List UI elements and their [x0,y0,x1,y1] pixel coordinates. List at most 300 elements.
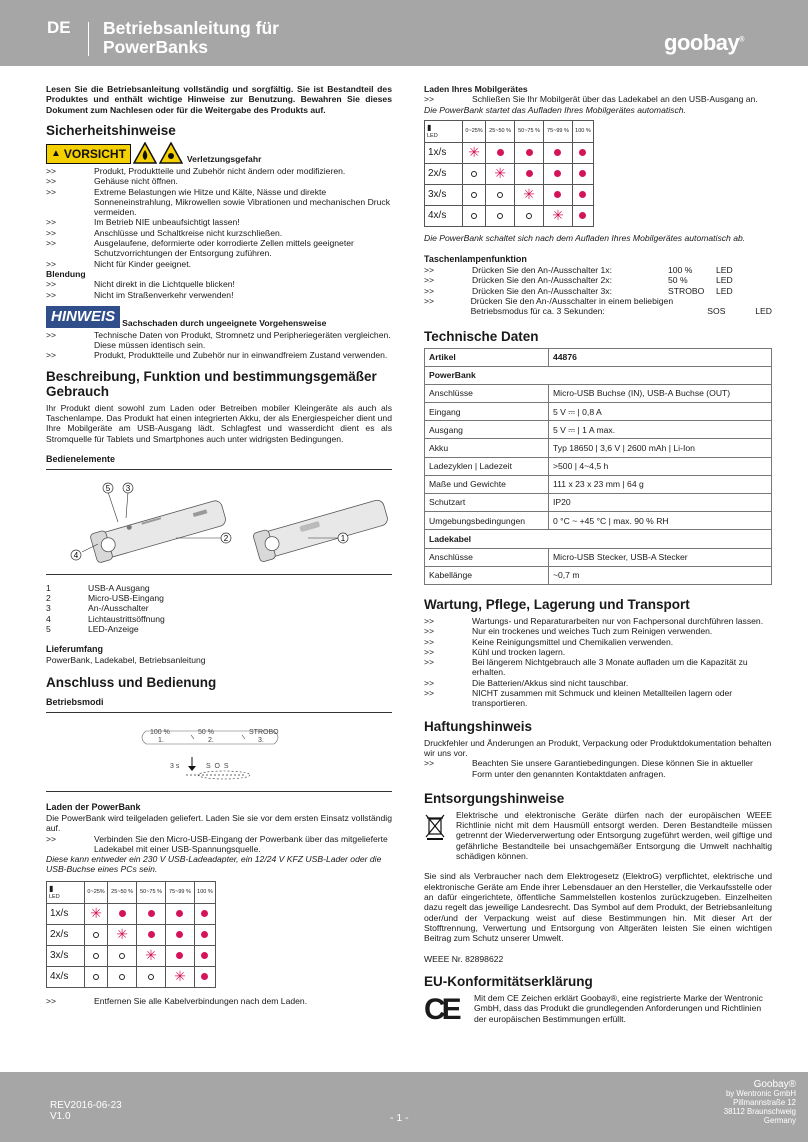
led-cell [463,142,486,163]
eu-block [424,993,772,1027]
charge-heading: Laden der PowerBank [46,802,141,813]
part-label: An-/Ausschalter [88,603,149,614]
bullet: >> [46,165,57,176]
mobile-note: Die PowerBank startet das Aufladen Ihres Mobilgerätes automatisch. [424,104,686,115]
led-on-icon [201,952,208,959]
maintenance-heading: Wartung, Pflege, Lagerung und Transport [424,596,690,612]
callout-4 [71,550,81,560]
table-row [425,457,772,475]
list-text: Ausgelaufene, deformierte oder korrodierte Zellen mittels geeigneter Schutzvorrichtungen der Entsorgung zuführen. [94,238,354,259]
bullet: >> [424,275,435,286]
table-row [425,548,772,566]
list-item [424,275,772,285]
led-column-header: 50~75 % [137,881,166,903]
led-cell [515,184,544,205]
list-item [46,834,392,855]
led-cell [544,142,573,163]
part-label: USB-A Ausgang [88,582,150,593]
led-on-icon [579,212,586,219]
led-on-icon [201,910,208,917]
led-blinking-icon: ✳ [552,206,564,223]
list-item [46,290,392,300]
list-text: Nur ein trockenes und weiches Tuch zum Reinigen verwenden. [472,626,713,637]
bullet: >> [424,295,435,306]
bullet: >> [46,238,57,249]
sos-letters: S O S [206,763,229,771]
list-text: Schließen Sie Ihr Mobilgerät über das Ladekabel an den USB-Ausgang an. [472,94,758,105]
bullet: >> [424,657,435,668]
table-row [425,205,594,226]
part-label: Lichtaustrittsöffnung [88,613,165,624]
led-cell [515,142,544,163]
led-column-header: 75~99 % [544,120,573,142]
bullet: >> [46,833,57,844]
led-on-icon [579,191,586,198]
company-address [724,1080,796,1125]
led-cell [137,903,166,924]
blink-rate-label: 3x/s [425,184,463,205]
led-on-icon [119,910,126,917]
address-line: by Wentronic GmbH [725,1089,796,1098]
warning-triangle-icon: ▲ [51,147,61,159]
bullet: >> [46,227,57,238]
spec-value: >500 | 4~4,5 h [549,457,772,475]
mode-1-value: 100 % [150,729,170,737]
battery-icon: ▮ [427,123,432,133]
page-number: - 1 - [390,1112,409,1124]
list-item [46,238,392,259]
list-text: Entfernen Sie alle Kabelverbindungen nach dem Laden. [94,995,308,1006]
list-item [424,657,772,678]
table-row [47,966,216,987]
led-on-icon [554,149,561,156]
led-cell [166,945,195,966]
vorsicht-label: VORSICHT [63,146,126,161]
list-text: Beachten Sie unsere Garantiebedingungen. Diese können Sie in aktueller Form unter den genannten Kontaktdaten anfragen. [472,758,753,779]
led-off-icon [497,192,503,198]
led-blinking-icon: ✳ [145,946,157,963]
callout-5 [103,483,113,493]
torch-action: Drücken Sie den An-/Ausschalter 1x: [472,265,612,276]
led-cell [85,945,108,966]
description-heading: Beschreibung, Funktion und bestimmungsgemäßer Gebrauch [46,368,377,399]
safety-list [46,166,392,269]
eu-text: Mit dem CE Zeichen erklärt Goobay®, eine registrierte Marke der Wentronic GmbH, dass das Produkt die grundlegenden Anforderungen und Richtlinien der europäischen Bestimmungen erfüllt. [474,992,763,1024]
blink-rate-label: 1x/s [47,903,85,924]
callout-3 [123,483,133,493]
list-text: Verbinden Sie den Micro-USB-Eingang der Powerbank über das mitgelieferte Ladekabel mit einer USB-Spannungsquelle. [94,833,388,854]
modes-diagram [46,712,392,792]
led-cell [572,184,593,205]
spec-key: Umgebungsbedingungen [425,512,549,530]
led-off-icon [471,171,477,177]
table-row [425,348,772,366]
revision-info [50,1100,122,1122]
led-label: LED [49,893,60,900]
header-divider [88,22,89,56]
spec-key: Ausgang [425,421,549,439]
led-on-icon [579,170,586,177]
list-item [424,265,772,275]
list-text: Im Betrieb NIE unbeaufsichtigt lassen! [94,217,240,228]
led-on-icon [497,149,504,156]
bullet: >> [424,94,435,105]
led-cell [85,966,108,987]
led-on-icon [176,931,183,938]
after-note: Die PowerBank schaltet sich nach dem Aufladen Ihres Mobilgerätes automatisch ab. [424,232,746,243]
led-cell [166,924,195,945]
list-item [46,166,392,176]
led-table-charge [46,881,216,988]
spec-key: Maße und Gewichte [425,475,549,493]
table-row [47,903,216,924]
blink-rate-label: 1x/s [425,142,463,163]
torch-mode: SOS [707,306,726,317]
led-cell [194,903,215,924]
bullet: >> [424,688,435,699]
bullet: >> [424,626,435,637]
charge-text: Die PowerBank wird teilgeladen geliefert. Laden Sie sie vor dem ersten Einsatz vollständig auf. [46,812,392,834]
part-number: 5 [46,623,51,634]
table-row [425,566,772,584]
led-cell [572,205,593,226]
intro-text: Lesen Sie die Betriebsanleitung vollständig und sorgfältig. Sie ist Bestandteil des Produktes und enthält wichtige Hinweise zur Benutzung. Bewahren Sie dieses Dokument zum Nachlesen oder für die Weitergabe des Produkts auf. [46,84,392,115]
list-item [46,996,392,1006]
bullet: >> [424,677,435,688]
part-number: 2 [46,593,51,604]
torch-led: LED [716,275,733,286]
bullet: >> [46,350,57,361]
fire-warning-icon [133,142,157,164]
spec-value: 0 °C ~ +45 °C | max. 90 % RH [549,512,772,530]
led-table-discharge [424,120,594,227]
led-column-header: 25~50 % [486,120,515,142]
bullet: >> [424,646,435,657]
list-item [424,647,772,657]
mode-2-num: 2. [208,737,214,745]
table-row [47,924,216,945]
led-on-icon [176,910,183,917]
bullet: >> [424,285,435,296]
weee-number: WEEE Nr. 82898622 [424,953,504,964]
bullet: >> [46,258,57,269]
disposal-heading: Entsorgungshinweise [424,790,565,806]
led-on-icon [526,149,533,156]
led-on-icon [201,931,208,938]
blink-rate-label: 2x/s [425,163,463,184]
delivery-heading: Lieferumfang [46,644,104,655]
led-off-icon [93,953,99,959]
hinweis-badge: HINWEIS [46,306,120,328]
list-item [424,286,772,296]
led-blinking-icon: ✳ [174,967,186,984]
torch-action: Drücken Sie den An-/Ausschalter in einem beliebigen Betriebsmodus für ca. 3 Sekunden: [470,295,674,317]
bullet: >> [46,289,57,300]
version: V1.0 [50,1111,71,1122]
led-column-header: 100 % [572,120,593,142]
led-off-icon [93,932,99,938]
led-cell [572,163,593,184]
svg-text:3: 3 [125,483,131,493]
ce-mark-icon: CE [424,992,458,1026]
list-text: Nicht für Kinder geeignet. [94,258,191,269]
spec-key: Kabellänge [425,566,549,584]
table-row [425,475,772,493]
led-cell [166,966,195,987]
svg-text:4: 4 [73,550,79,560]
list-item [424,758,772,779]
list-text: Extreme Belastungen wie Hitze und Kälte, Nässe und direkte Sonneneinstrahlung, Mikrowellen sowie Vibrationen und mechanischen Druck vermeiden. [94,186,391,218]
torch-action: Drücken Sie den An-/Ausschalter 3x: [472,285,612,296]
table-row [425,512,772,530]
list-item [46,603,392,613]
tech-table [424,348,772,585]
disposal-text-1: Elektrische und elektronische Geräte dürfen nach der europäischen WEEE Richtlinie nicht mit dem Hausmüll entsorgt werden. Deren Bestandteile müssen getrennt der Wiederverwertung oder Entsorgung zugeführt werden, weil giftige und gefährliche Bestandteile bei unsachgemäßer Entsorgung die Umwelt nachhaltig schädigen können. [456,809,772,862]
led-cell [463,205,486,226]
list-item [46,217,392,227]
bullet: >> [46,279,57,290]
spec-key: Akku [425,439,549,457]
bullet: >> [424,636,435,647]
spec-value: ~0,7 m [549,566,772,584]
bullet: >> [46,176,57,187]
list-item [424,626,772,636]
page-header [0,0,808,66]
led-off-icon [119,953,125,959]
list-item [46,259,392,269]
led-cell [463,163,486,184]
battery-icon: ▮ [49,884,54,894]
led-cell [108,924,137,945]
led-on-icon [201,973,208,980]
mobile-heading: Laden Ihres Mobilgerätes [424,84,528,94]
operation-heading: Anschluss und Bedienung [46,675,217,691]
list-item [46,624,392,634]
logo-registered-mark: ® [739,36,744,44]
spec-value: IP20 [549,494,772,512]
led-column-header: 50~75 % [515,120,544,142]
led-off-icon [148,974,154,980]
led-on-icon [526,170,533,177]
description-text: Ihr Produkt dient sowohl zum Laden oder Betreiben mobiler Kleingeräte als auch als Taschenlampe. Das Produkt hat einen integrierten Akku, der als Energiespeicher dient und Ihre Mobilgeräte am USB-Ausgang lädt. Schlagfest und wasserdicht dient es als Stromquelle für Tablets und Smartphones auch unter widrigsten Bedingungen. [46,402,392,444]
led-blinking-icon: ✳ [468,143,480,160]
page-footer [0,1072,808,1142]
list-text: Technische Daten von Produkt, Stromnetz und Peripheriegeräten vergleichen. Diese müssen identisch sein. [94,329,391,351]
list-text: Wartungs- und Reparaturarbeiten nur von Fachpersonal durchführen lassen. [472,615,764,626]
bullet: >> [424,615,435,626]
list-text: Nicht im Straßenverkehr verwenden! [94,289,234,300]
led-off-icon [497,213,503,219]
blendung-heading: Blendung [46,268,86,279]
spec-value: Micro-USB Buchse (IN), USB-A Buchse (OUT) [549,384,772,402]
led-cell [194,945,215,966]
table-row [425,439,772,457]
parts-list [46,583,392,634]
weee-bin-icon [424,812,446,840]
svg-text:5: 5 [105,483,111,493]
modes-heading: Betriebsmodi [46,697,104,708]
led-cell [544,184,573,205]
list-text: NICHT zusammen mit Schmuck und kleinen Metallteilen lagern oder transportieren. [472,688,733,709]
svg-text:1: 1 [340,533,346,543]
spec-value: Typ 18650 | 3,6 V | 2600 mAh | Li-Ion [549,439,772,457]
mode-2-value: 50 % [198,729,214,737]
eu-heading: EU-Konformitätserklärung [424,973,593,989]
list-text: Die Batterien/Akkus sind nicht tauschbar. [472,677,629,688]
sos-time: 3 s [170,763,180,771]
led-cell [486,142,515,163]
list-item [424,296,772,317]
hinweis-row [46,306,392,328]
led-cell [486,163,515,184]
table-row [425,494,772,512]
list-item [424,688,772,709]
table-row [425,421,772,439]
list-item [46,583,392,593]
right-column [424,84,772,1027]
led-blinking-icon: ✳ [494,164,506,181]
table-row [425,403,772,421]
charge-note: Diese kann entweder ein 230 V USB-Ladeadapter, ein 12/24 V KFZ USB-Lader oder die USB-Buchse eines PCs sein. [46,854,382,875]
bullet: >> [424,265,435,276]
blink-rate-label: 4x/s [425,205,463,226]
bullet: >> [46,186,57,197]
part-label: Micro-USB-Eingang [88,593,164,604]
liability-heading: Haftungshinweis [424,718,533,734]
led-on-icon [148,931,155,938]
address-line: 38112 Braunschweig [723,1107,796,1116]
safety-heading: Sicherheitshinweise [46,122,176,138]
led-cell [85,903,108,924]
section-label: Ladekabel [425,530,772,548]
part-number: 4 [46,613,51,624]
left-column [46,84,392,1006]
led-cell [137,945,166,966]
led-cell [108,903,137,924]
list-item [424,678,772,688]
torch-mode: STROBO [668,285,705,296]
led-cell [544,163,573,184]
led-off-icon [119,974,125,980]
led-column-header: 25~50 % [108,881,137,903]
led-column-header: 0~25% [85,881,108,903]
list-text: Produkt, Produktteile und Zubehör nur in einwandfreiem Zustand verwenden. [94,350,388,361]
table-section-row [425,530,772,548]
torch-led: LED [716,285,733,296]
list-text: Produkt, Produktteile und Zubehör nicht ändern oder modifizieren. [94,165,346,176]
address-line: Germany [763,1116,796,1125]
part-number: 3 [46,603,51,614]
led-cell [137,924,166,945]
led-on-icon [554,191,561,198]
part-label: LED-Anzeige [88,623,139,634]
list-item [46,279,392,289]
list-item [424,637,772,647]
powerbank-drawing [46,470,392,576]
led-on-icon [554,170,561,177]
led-off-icon [471,192,477,198]
led-cell [572,142,593,163]
led-cell [108,966,137,987]
list-item [46,593,392,603]
led-blinking-icon: ✳ [90,904,102,921]
led-blinking-icon: ✳ [523,185,535,202]
mode-1-num: 1. [158,737,164,745]
tech-heading: Technische Daten [424,328,539,344]
led-cell [515,205,544,226]
press-arrow-icon [188,757,196,771]
led-off-icon [93,974,99,980]
led-cell [194,966,215,987]
led-cell [137,966,166,987]
list-text: Anschlüsse und Schaltkreise nicht kurzschließen. [94,227,283,238]
table-row [425,142,594,163]
logo-text: goobay [664,30,740,55]
liability-text: Druckfehler und Änderungen an Produkt, Verpackung oder Produktdokumentation behalten wir uns vor. [424,737,772,758]
svg-text:2: 2 [223,533,229,543]
table-row [425,163,594,184]
disposal-block [424,810,772,862]
list-item [46,350,392,360]
led-cell [166,903,195,924]
list-item [46,228,392,238]
vorsicht-row [46,142,392,164]
led-column-header: 100 % [194,881,215,903]
vorsicht-badge [46,144,131,164]
mode-3-num: 3. [258,737,264,745]
led-blinking-icon: ✳ [116,925,128,942]
list-text: Kühl und trocken lagern. [472,646,566,657]
address-line: Pillmannstraße 12 [733,1098,796,1107]
table-row [425,384,772,402]
list-text: Gehäuse nicht öffnen. [94,176,178,187]
list-text: Nicht direkt in die Lichtquelle blicken! [94,279,235,290]
eye-warning-icon [159,142,183,164]
led-corner-cell [425,120,463,142]
bullet: >> [46,217,57,228]
spec-key: Anschlüsse [425,548,549,566]
led-on-icon [148,910,155,917]
list-text: Keine Reinigungsmittel und Chemikalien verwenden. [472,636,674,647]
torch-heading: Taschenlampenfunktion [424,254,527,265]
led-column-header: 75~99 % [166,881,195,903]
list-item [46,187,392,218]
led-cell [515,163,544,184]
spec-key: Anschlüsse [425,384,549,402]
led-off-icon [526,213,532,219]
callout-2 [221,533,231,543]
torch-mode: 50 % [668,275,688,286]
list-item [424,616,772,626]
callout-1 [338,533,348,543]
torch-action: Drücken Sie den An-/Ausschalter 2x: [472,275,612,286]
blink-rate-label: 2x/s [47,924,85,945]
led-column-header: 0~25% [463,120,486,142]
led-on-icon [579,149,586,156]
list-text: Bei längerem Nichtgebrauch alle 3 Monate aufladen um die Kapazität zu erhalten. [472,657,748,678]
list-item [46,330,392,351]
table-row [47,945,216,966]
led-cell [486,205,515,226]
led-cell [486,184,515,205]
led-label: LED [427,132,438,139]
maintenance-list [424,616,772,709]
table-row [425,184,594,205]
led-cell [85,924,108,945]
spec-key: Artikel [425,348,549,366]
disposal-text-2: Sie sind als Verbraucher nach dem Elektrogesetz (ElektroG) verpflichtet, elektrische und elektronische Geräte am Ende ihrer Lebensdauer an den Hersteller, die Verkaufsstelle oder an dafür eingerichtete, öffentliche Sammelstellen kostenlos zurückzugeben. Einzelheiten dazu regelt das jeweilige Landesrecht. Das Symbol auf dem Produkt, der Betriebsanleitung oder/und der Verpackung weist auf diese Bestimmungen hin. Mit dieser Art der Stofftrennung, Verwertung und Entsorgung von Altgeräten leisten Sie einen wichtigen Beitrag zum Schutz unserer Umwelt. [424,871,772,944]
spec-value: Micro-USB Stecker, USB-A Stecker [549,548,772,566]
